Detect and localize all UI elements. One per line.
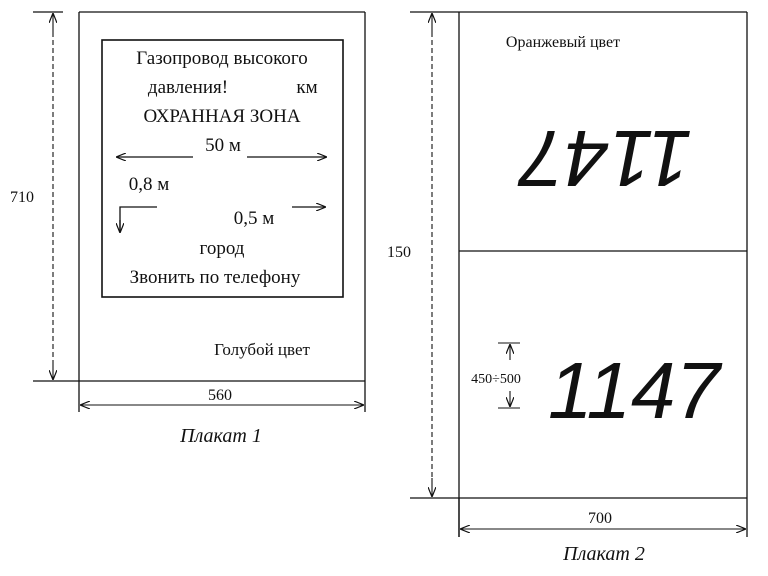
poster-1	[10, 12, 365, 447]
sign-city: город	[199, 238, 245, 259]
sign-08m-label: 0,8 м	[128, 174, 170, 195]
poster-2-color-label: Оранжевый цвет	[505, 34, 621, 51]
poster-2-caption: Плакат 2	[563, 543, 645, 565]
sign-line-3: ОХРАННАЯ ЗОНА	[143, 106, 301, 127]
poster-1-color-label: Голубой цвет	[214, 340, 310, 359]
sign-corner-line	[120, 207, 157, 232]
sign-50m-label: 50 м	[205, 135, 241, 156]
poster-2-number: 1147	[547, 346, 721, 435]
sign-km: км	[296, 77, 318, 98]
poster-1-caption: Плакат 1	[180, 425, 262, 447]
poster-1-height-label: 710	[10, 189, 34, 206]
poster-2-width-label: 700	[588, 510, 612, 527]
poster-2-height-label: 150	[387, 244, 411, 261]
poster-2	[387, 12, 747, 565]
sign-line-1: Газопровод высокого	[136, 48, 308, 69]
poster-1-width-label: 560	[208, 387, 232, 404]
poster-2-number-upside-down: 1147	[519, 114, 693, 203]
digit-dim-label: 450÷500	[471, 372, 521, 387]
sign-line-2: давления!	[147, 77, 229, 98]
sign-05m-label: 0,5 м	[233, 208, 275, 229]
sign-phone: Звонить по телефону	[129, 267, 301, 288]
